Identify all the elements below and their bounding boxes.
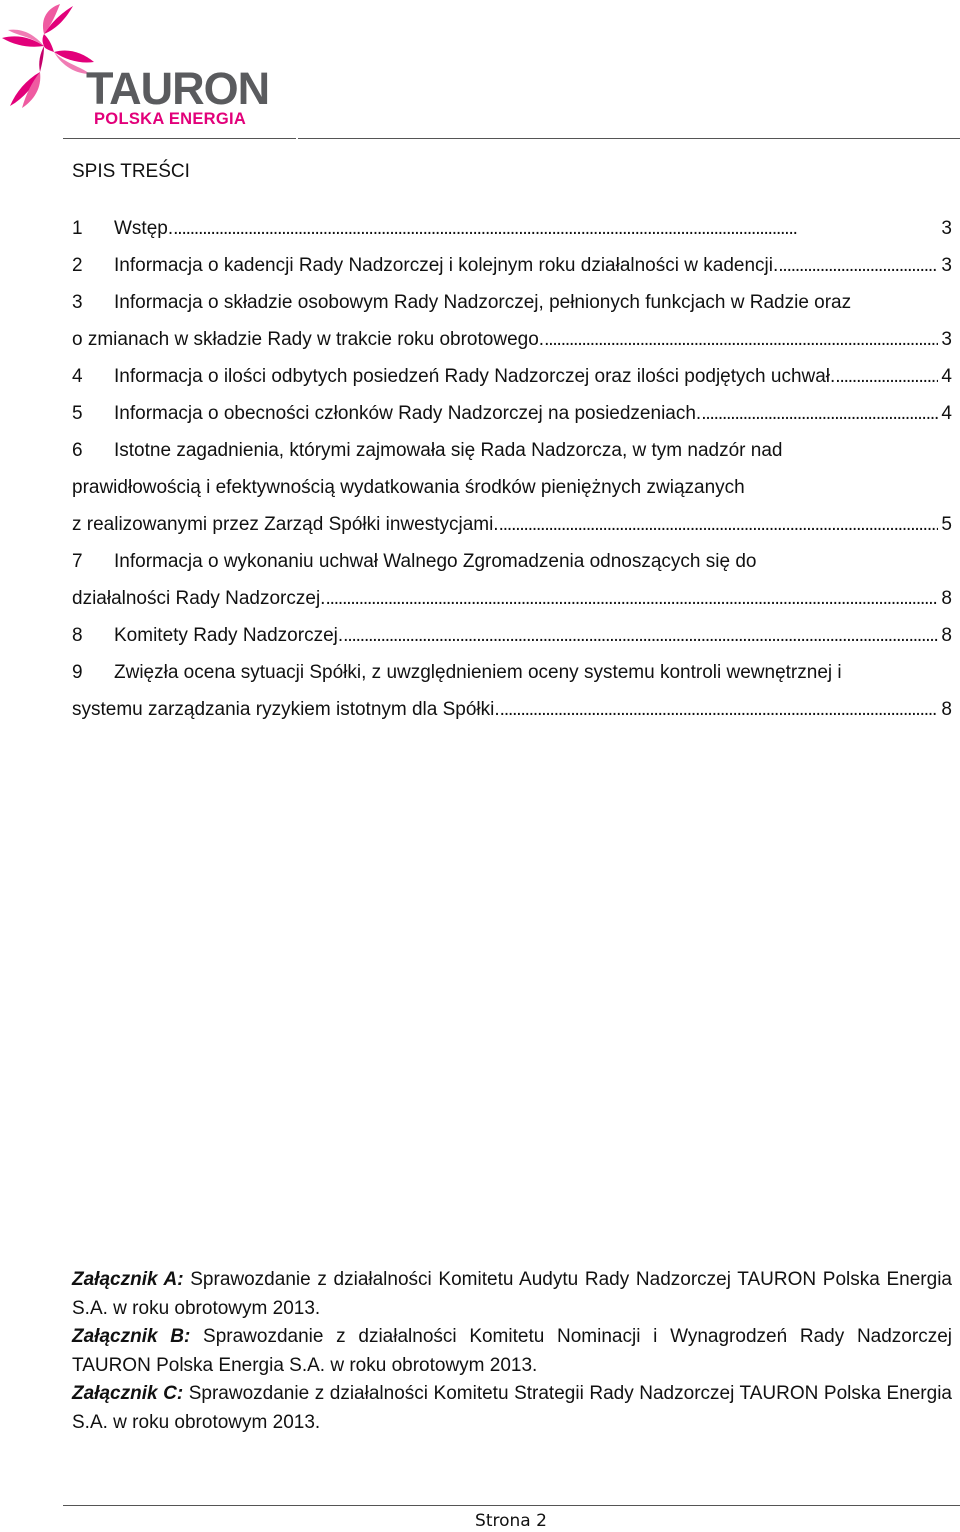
toc-entry[interactable] xyxy=(72,511,952,548)
toc-entry-text: Zwięzła ocena sytuacji Spółki, z uwzględnieniem oceny systemu kontroli wewnętrznej i xyxy=(114,662,842,683)
toc-entry-text: Informacja o obecności członków Rady Nadzorczej na posiedzeniach. xyxy=(114,403,702,424)
toc-title: SPIS TREŚCI xyxy=(72,161,190,182)
toc-entry-page: 5 xyxy=(941,514,952,535)
attachment-label: Załącznik A: xyxy=(72,1269,184,1290)
toc-entry-text: prawidłowością i efektywnością wydatkowania środków pieniężnych związanych xyxy=(72,477,745,498)
attachment-text: Sprawozdanie z działalności Komitetu Nominacji i Wynagrodzeń Rady Nadzorczej TAURON Polska Energia S.A. w roku obrotowym 2013. xyxy=(72,1326,952,1376)
toc-entry-page xyxy=(783,437,786,474)
attachment-text: Sprawozdanie z działalności Komitetu Strategii Rady Nadzorczej TAURON Polska Energia S.A. w roku obrotowym 2013. xyxy=(72,1383,952,1433)
toc-leader-dots xyxy=(778,252,938,289)
toc-entry-number: 8 xyxy=(72,625,83,646)
toc-entry-text: działalności Rady Nadzorczej. xyxy=(72,588,326,609)
toc-entry-page: 4 xyxy=(941,366,952,387)
toc-entry[interactable] xyxy=(72,474,952,511)
toc-leader-dots xyxy=(325,585,938,622)
toc-entry-number: 1 xyxy=(72,218,83,239)
toc-entry-page: 8 xyxy=(941,588,952,609)
toc-entry-number: 3 xyxy=(72,292,83,313)
toc-entry-text: Informacja o kadencji Rady Nadzorczej i kolejnym roku działalności w kadencji. xyxy=(114,255,779,276)
attachment-item xyxy=(72,1323,952,1380)
attachment-item xyxy=(72,1266,952,1323)
toc-entry[interactable] xyxy=(72,215,952,252)
toc-entry-text: z realizowanymi przez Zarząd Spółki inwestycjami. xyxy=(72,514,499,535)
logo-subtitle: POLSKA ENERGIA xyxy=(94,110,247,128)
toc-entry[interactable] xyxy=(72,585,952,622)
toc-leader-dots xyxy=(500,696,939,733)
toc-entry-page: 8 xyxy=(941,699,952,720)
toc-entry-text: Informacja o ilości odbytych posiedzeń Rady Nadzorczej oraz ilości podjętych uchwał. xyxy=(114,366,836,387)
header-divider xyxy=(63,138,960,139)
toc-entry-number: 4 xyxy=(72,366,83,387)
toc-entry-text: systemu zarządzania ryzykiem istotnym dla Spółki. xyxy=(72,699,500,720)
toc-entry-page xyxy=(745,474,748,511)
toc-entry[interactable] xyxy=(72,326,952,363)
toc-entry-text: o zmianach w składzie Rady w trakcie roku obrotowego. xyxy=(72,329,545,350)
toc-entry[interactable] xyxy=(72,252,952,289)
toc-entry-page xyxy=(756,548,759,585)
toc-entry-number: 7 xyxy=(72,551,83,572)
attachment-label: Załącznik B: xyxy=(72,1326,191,1347)
footer-divider xyxy=(63,1505,960,1506)
attachment-item xyxy=(72,1380,952,1437)
toc-entry-page: 4 xyxy=(941,403,952,424)
attachments-list xyxy=(72,1266,952,1437)
toc-leader-dots xyxy=(835,363,938,400)
toc-entry[interactable] xyxy=(72,659,952,696)
logo-wordmark: TAURON xyxy=(86,63,270,114)
toc-entry[interactable] xyxy=(72,548,952,585)
toc-entry-page: 3 xyxy=(941,255,952,276)
toc-entry-number: 9 xyxy=(72,662,83,683)
attachment-text: Sprawozdanie z działalności Komitetu Audytu Rady Nadzorczej TAURON Polska Energia S.A. w roku obrotowym 2013. xyxy=(72,1269,952,1319)
toc-entry[interactable] xyxy=(72,289,952,326)
toc-entry-text: Informacja o wykonaniu uchwał Walnego Zgromadzenia odnoszących się do xyxy=(114,551,757,572)
toc-entry[interactable] xyxy=(72,400,952,437)
toc-entry-page: 3 xyxy=(941,218,952,239)
toc-entry-number: 2 xyxy=(72,255,83,276)
header-divider-gap xyxy=(296,135,298,140)
toc-entry-page xyxy=(851,289,854,326)
toc-leader-dots xyxy=(499,511,939,548)
toc-entry-page: 8 xyxy=(941,625,952,646)
attachment-label: Załącznik C: xyxy=(72,1383,184,1404)
toc-entry-page: 3 xyxy=(941,329,952,350)
toc-entry-text: Informacja o składzie osobowym Rady Nadzorczej, pełnionych funkcjach w Radzie oraz xyxy=(114,292,852,313)
toc-leader-dots xyxy=(544,326,938,363)
toc-leader-dots xyxy=(343,622,938,659)
toc-entry[interactable] xyxy=(72,437,952,474)
toc-entry-text: Komitety Rady Nadzorczej. xyxy=(114,625,344,646)
toc-entry-number: 6 xyxy=(72,440,83,461)
toc-entry-page xyxy=(842,659,845,696)
toc-entry[interactable] xyxy=(72,696,952,733)
toc-entry[interactable] xyxy=(72,622,952,659)
toc-leader-dots xyxy=(701,400,938,437)
pinwheel-icon xyxy=(0,0,100,112)
toc-entry-text: Istotne zagadnienia, którymi zajmowała się Rada Nadzorcza, w tym nadzór nad xyxy=(114,440,783,461)
page-number: Strona 2 xyxy=(475,1511,547,1531)
toc-entry-text: Wstęp. xyxy=(114,218,174,239)
toc-leader-dots xyxy=(173,215,938,252)
toc-entry-number: 5 xyxy=(72,403,83,424)
table-of-contents xyxy=(72,215,952,733)
tauron-logo xyxy=(0,0,290,135)
toc-entry[interactable] xyxy=(72,363,952,400)
